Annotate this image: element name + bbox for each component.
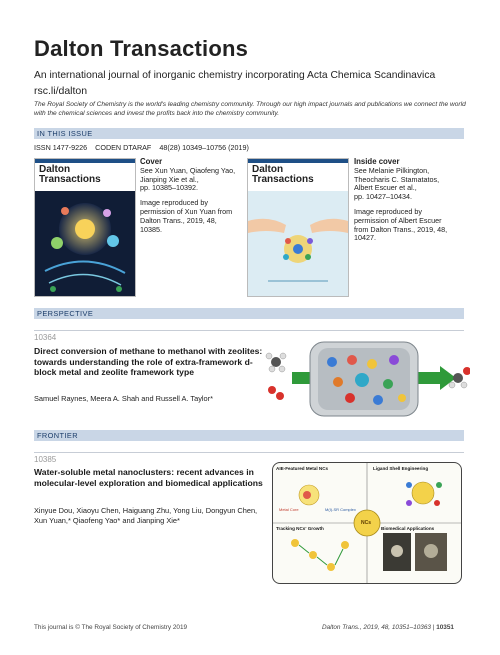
section-bar-frontier: FRONTIER [34,430,464,441]
inside-cover-thumb-title: Dalton Transactions [252,164,314,185]
graphic-label-aie: AIE-Featured Metal NCs [276,466,329,471]
perspective-page-number: 10364 [34,333,57,342]
graphic-label-ligand: Ligand Shell Engineering [373,466,429,471]
graphic-label-metal-core: Metal Core [279,507,299,512]
divider [34,330,464,331]
cover-description: Cover See Xun Yuan, Qiaofeng Yao, Jianping Xie et al., pp. 10385–10392. Image reproduced by permission of Xun Yuan from Dalton Trans., 2019, 48, 10385. [140,158,248,234]
journal-url[interactable]: rsc.li/dalton [34,85,88,97]
inside-cover-description: Inside cover See Melanie Pilkington, Theocharis C. Stamatatos, Albert Escuer et al., pp. 10427–10434. Image reproduced by permission of Albert Escuer from Dalton Trans., 2019, 48, 10427. [354,158,462,243]
hands-molecule-illustration-icon [248,191,348,296]
cover-heading: Cover [140,157,163,166]
cover-thumb-title: Dalton Transactions [39,164,101,185]
graphic-label-complex: M(I)-SR Complex [325,507,356,512]
footer-copyright: This journal is © The Royal Society of Chemistry 2019 [34,624,188,631]
coden: CODEN DTARAF [95,143,152,152]
inside-cover-heading: Inside cover [354,157,400,166]
journal-title: Dalton Transactions [34,36,249,61]
nanocluster-review-graphic [272,462,462,584]
frontier-page-number: 10385 [34,455,57,464]
volume-info: 48(28) 10349–10756 (2019) [159,143,249,152]
rsc-statement: The Royal Society of Chemistry is the world's leading chemistry community. Through our high impact journals and publications we connect the world with the chemical sciences and invest the profits back into the chemistry community. [34,101,466,117]
graphic-label-center: NCs [361,520,372,526]
cover-image[interactable] [34,158,136,297]
section-bar-perspective: PERSPECTIVE [34,308,464,319]
footer-page-number: 10351 [436,624,454,631]
graphic-label-tracking: Tracking NCs' Growth [276,526,324,531]
methane-to-methanol-graphic-icon [262,338,470,420]
perspective-article-title[interactable]: Direct conversion of methane to methanol with zeolites: towards understanding the role of extra-framework d-block metal and zeolite framework type [34,346,263,378]
perspective-authors: Samuel Raynes, Meera A. Shah and Russell A. Taylor* [34,394,213,403]
journal-subtitle: An international journal of inorganic chemistry incorporating Acta Chemica Scandinavica [34,70,436,81]
inside-cover-image[interactable] [247,158,349,297]
frontier-authors: Xinyue Dou, Xiaoyu Chen, Haiguang Zhu, Yong Liu, Dongyun Chen, Xun Yuan,* Qiaofeng Yao* and Jianping Xie* [34,506,258,525]
frontier-article-title[interactable]: Water-soluble metal nanoclusters: recent advances in molecular-level exploration and biomedical applications [34,467,263,488]
divider [34,452,464,453]
section-bar-in-this-issue: IN THIS ISSUE [34,128,464,139]
issn-line [34,143,257,152]
issn: ISSN 1477-9226 [34,143,88,152]
nanocluster-illustration-icon [35,191,135,296]
graphic-label-biomedical: Biomedical Applications [381,526,435,531]
footer-citation: Dalton Trans., 2019, 48, 10351–10363 | 10351 [322,624,454,631]
